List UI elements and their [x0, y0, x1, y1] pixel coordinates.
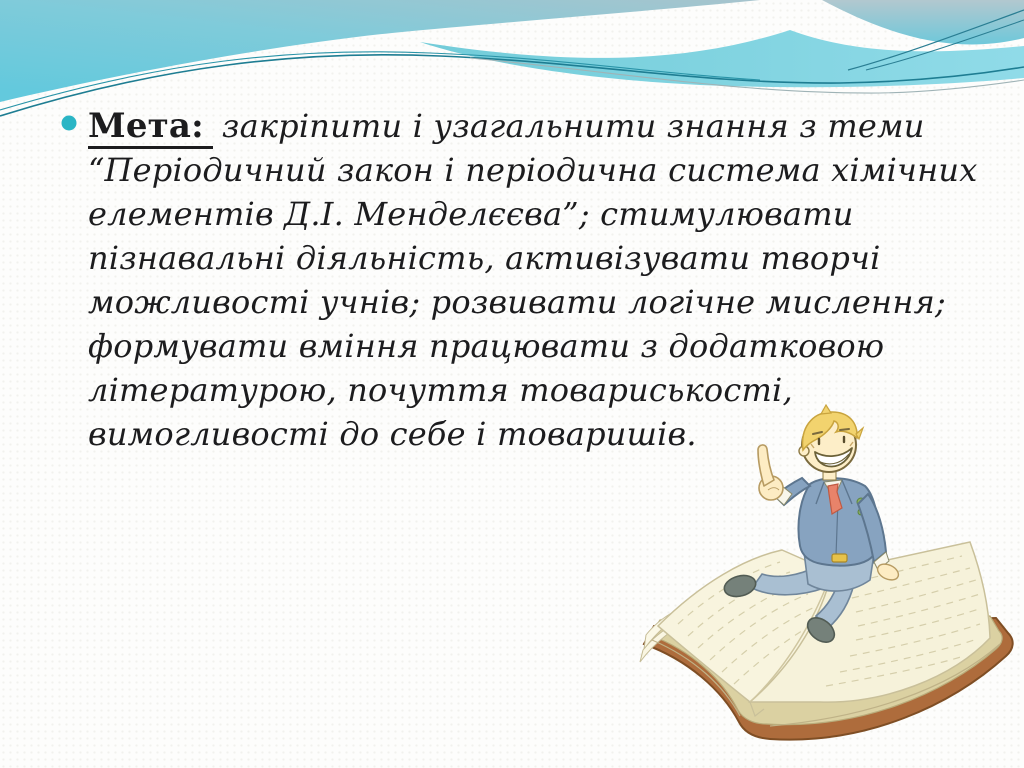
- text-line: елементів Д.І. Менделєєва”; стимулювати: [88, 195, 854, 233]
- bullet-lead-text: Мета:: [88, 106, 213, 149]
- text-line: [88, 104, 977, 148]
- text-line: можливості учнів; розвивати логічне мислення;: [88, 283, 946, 321]
- boy-on-book-illustration: [618, 404, 1022, 764]
- text-line: вимогливості до себе і товаришів.: [88, 415, 697, 453]
- text-line: “Періодичний закон і періодична система хімічних: [88, 151, 978, 189]
- wave-left-blue: [0, 0, 760, 102]
- bullet-marker: [61, 115, 77, 131]
- text-line-rest: закріпити і узагальнити знання з теми: [221, 107, 925, 145]
- wave-right-blue: [822, 0, 1024, 44]
- text-line: літературою, почуття товариськості,: [88, 371, 793, 409]
- text-line: пізнавальні діяльність, активізувати творчі: [88, 239, 881, 277]
- text-line: формувати вміння працювати з додатковою: [88, 327, 885, 365]
